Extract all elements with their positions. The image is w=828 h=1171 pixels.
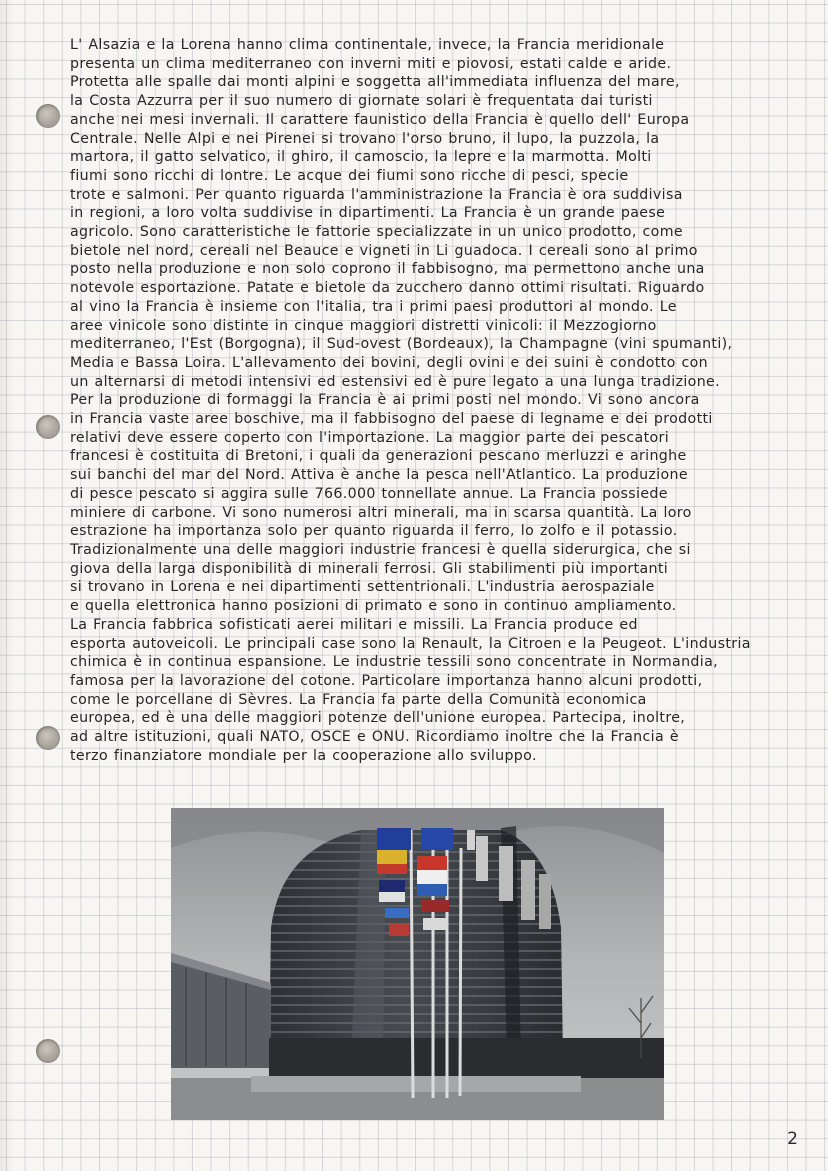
- entrance-level: [269, 1038, 664, 1078]
- text-line: martora, il gatto selvatico, il ghiro, il camoscio, la lepre e la marmotta. Molti: [70, 149, 652, 166]
- text-line: esporta autoveicoli. Le principali case sono la Renault, la Citroen e la Peugeot. L'industria: [70, 635, 751, 652]
- binder-hole: [36, 104, 60, 128]
- text-line: L' Alsazia e la Lorena hanno clima continentale, invece, la Francia meridionale: [70, 37, 665, 53]
- text-line: relativi deve essere coperto con l'importazione. La maggior parte dei pescatori: [70, 429, 669, 446]
- text-line: posto nella produzione e non solo coprono il fabbisogno, ma permettono anche una: [70, 261, 705, 278]
- text-line: francesi è costituita di Bretoni, i quali da generazioni pescano merluzzi e aringhe: [70, 448, 687, 465]
- european-parliament-photo: [171, 808, 664, 1120]
- text-line: europea, ed è una delle maggiori potenze dell'unione europea. Partecipa, inoltre,: [70, 710, 686, 727]
- text-line: trote e salmoni. Per quanto riguarda l'amministrazione la Francia è ora suddivisa: [70, 186, 683, 203]
- binder-hole: [36, 415, 60, 439]
- text-line: di pesce pescato si aggira sulle 766.000 tonnellate annue. La Francia possiede: [70, 485, 668, 502]
- text-line: mediterraneo, l'Est (Borgogna), il Sud-ovest (Bordeaux), la Champagne (vini spumanti),: [70, 336, 733, 353]
- text-line: chimica è in continua espansione. Le industrie tessili sono concentrate in Normandia,: [70, 654, 718, 671]
- tower-building: [269, 826, 563, 1058]
- text-line: ad altre istituzioni, quali NATO, OSCE e ONU. Ricordiamo inoltre che la Francia è: [70, 729, 679, 746]
- text-line: agricolo. Sono caratteristiche le fattorie specializzate in un unico prodotto, come: [70, 224, 683, 241]
- text-line: aree vinicole sono distinte in cinque maggiori distretti vinicoli: il Mezzogiorno: [70, 317, 657, 334]
- page-edge-shadow: [0, 0, 14, 1171]
- text-line: come le porcellane di Sèvres. La Francia fa parte della Comunità economica: [70, 691, 647, 708]
- binder-hole: [36, 726, 60, 750]
- plaza-wall: [251, 1076, 581, 1092]
- text-line: Tradizionalmente una delle maggiori industrie francesi è quella siderurgica, che si: [70, 541, 691, 558]
- text-line: Centrale. Nelle Alpi e nei Pirenei si trovano l'orso bruno, il lupo, la puzzola, la: [70, 130, 660, 147]
- text-line: sui banchi del mar del Nord. Attiva è anche la pesca nell'Atlantico. La produzione: [70, 467, 688, 484]
- text-line: e quella elettronica hanno posizioni di primato e sono in continuo ampliamento.: [70, 598, 677, 615]
- text-line: fiumi sono ricchi di lontre. Le acque dei fiumi sono ricche di pesci, specie: [70, 167, 629, 184]
- binder-hole: [36, 1039, 60, 1063]
- text-line: famosa per la lavorazione del cotone. Particolare importanza hanno alcuni prodotti,: [70, 672, 703, 689]
- text-line: Media e Bassa Loira. L'allevamento dei bovini, degli ovini e dei suini è condotto con: [70, 354, 708, 371]
- text-line: estrazione ha importanza solo per quanto riguarda il ferro, lo zolfo e il potassio.: [70, 523, 678, 540]
- text-line: notevole esportazione. Patate e bietole da zucchero danno ottimi risultati. Riguardo: [70, 280, 705, 297]
- text-line: La Francia fabbrica sofisticati aerei militari e missili. La Francia produce ed: [70, 616, 638, 633]
- handwritten-text: [70, 36, 820, 765]
- text-line: Protetta alle spalle dai monti alpini e soggetta all'immediata influenza del mare,: [70, 74, 680, 91]
- text-line: bietole nel nord, cereali nel Beauce e vigneti in Li guadoca. I cereali sono al primo: [70, 242, 698, 259]
- text-line: miniere di carbone. Vi sono numerosi altri minerali, ma in scarsa quantità. La loro: [70, 504, 692, 521]
- text-line: in regioni, a loro volta suddivise in dipartimenti. La Francia è un grande paese: [70, 205, 666, 222]
- text-line: al vino la Francia è insieme con l'italia, tra i primi paesi produttori al mondo. Le: [70, 298, 677, 315]
- text-line: presenta un clima mediterraneo con inverni miti e piovosi, estati calde e aride.: [70, 55, 672, 72]
- text-line: giova della larga disponibilità di minerali ferrosi. Gli stabilimenti più importanti: [70, 560, 669, 577]
- page-number: 2: [787, 1129, 798, 1149]
- text-line: si trovano in Lorena e nei dipartimenti settentrionali. L'industria aerospaziale: [70, 579, 655, 596]
- text-line: Per la produzione di formaggi la Francia è ai primi posti nel mondo. Vi sono ancora: [70, 392, 700, 409]
- photo-illustration: [171, 808, 664, 1120]
- text-line: la Costa Azzurra per il suo numero di giornate solari è frequentata dai turisti: [70, 93, 653, 110]
- text-line: terzo finanziatore mondiale per la cooperazione allo sviluppo.: [70, 747, 537, 764]
- text-line: anche nei mesi invernali. Il carattere faunistico della Francia è quello dell' Europa: [70, 111, 690, 128]
- text-line: un alternarsi di metodi intensivi ed estensivi ed è pure legato a una lunga tradizione.: [70, 373, 720, 390]
- text-line: in Francia vaste aree boschive, ma il fabbisogno del paese di legname e dei prodotti: [70, 411, 713, 428]
